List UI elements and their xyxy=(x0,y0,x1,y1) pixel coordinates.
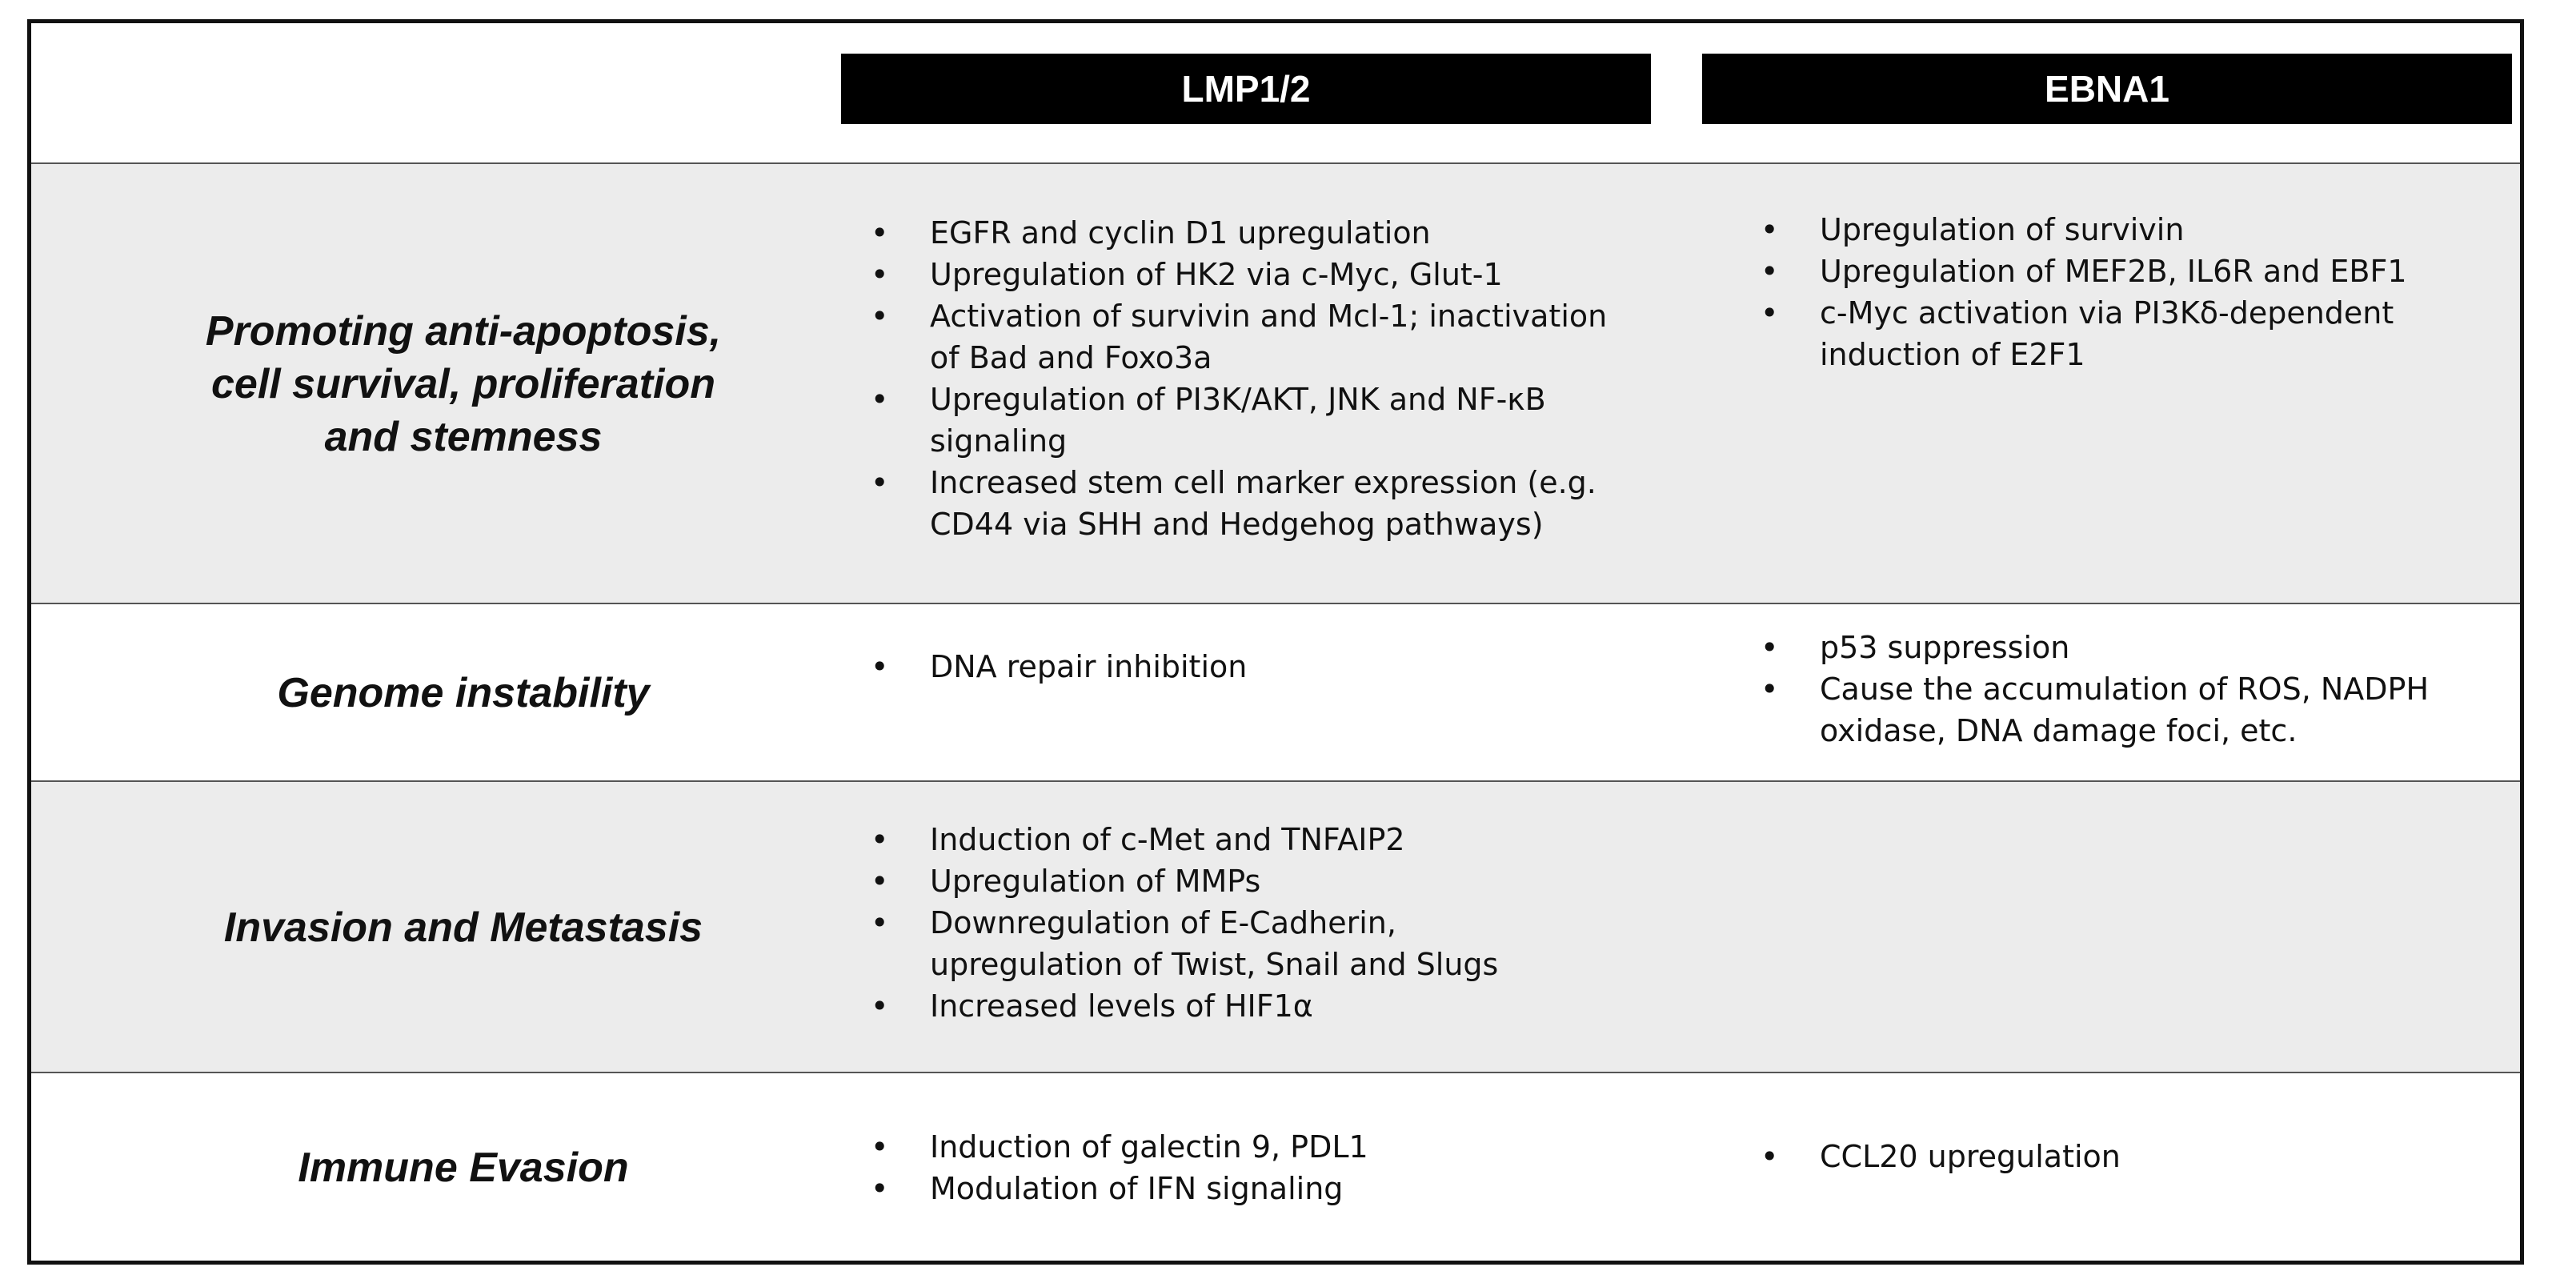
list-item: • Cause the accumulation of ROS, NADPH oxidase, DNA damage foci, etc. xyxy=(1749,668,2502,752)
row-label-line: Immune Evasion xyxy=(298,1145,629,1191)
lmp-bullet-list xyxy=(859,212,1660,545)
row-label-line: cell survival, proliferation xyxy=(211,361,715,407)
bullet-icon: • xyxy=(1761,630,1779,665)
bullet-icon: • xyxy=(1761,672,1779,707)
list-item: • DNA repair inhibition xyxy=(859,646,1660,688)
bullet-icon: • xyxy=(1761,1139,1779,1174)
list-item: • Induction of c-Met and TNFAIP2 xyxy=(859,819,1660,860)
table-row-anti-apoptosis xyxy=(31,162,2520,603)
lmp-bullet-list xyxy=(859,1126,1660,1209)
row-label-line: and stemness xyxy=(324,414,603,460)
bullet-icon: • xyxy=(871,382,889,417)
bullet-icon: • xyxy=(871,822,889,857)
list-item: • Upregulation of MEF2B, IL6R and EBF1 xyxy=(1749,251,2502,292)
bullet-icon: • xyxy=(1761,295,1779,331)
comparison-table xyxy=(27,19,2524,1265)
ebna-bullet-list xyxy=(1749,209,2502,375)
column-header-lmp1-2: LMP1/2 xyxy=(841,54,1651,124)
table-row-immune-evasion xyxy=(31,1072,2520,1261)
list-item: • Modulation of IFN signaling xyxy=(859,1168,1660,1209)
table-row-invasion-metastasis xyxy=(31,780,2520,1072)
bullet-icon: • xyxy=(871,299,889,334)
bullet-icon: • xyxy=(871,465,889,500)
list-item: • p53 suppression xyxy=(1749,627,2502,668)
list-item: • CCL20 upregulation xyxy=(1749,1136,2502,1177)
list-item: • Upregulation of survivin xyxy=(1749,209,2502,251)
bullet-icon: • xyxy=(871,988,889,1024)
row-label xyxy=(143,1073,783,1262)
list-item: • Induction of galectin 9, PDL1 xyxy=(859,1126,1660,1168)
list-item: • Upregulation of MMPs xyxy=(859,860,1660,902)
lmp-bullet-list xyxy=(859,819,1660,1027)
bullet-icon: • xyxy=(871,864,889,899)
list-item: • Upregulation of PI3K/AKT, JNK and NF-κB signaling xyxy=(859,379,1660,462)
list-item: • Upregulation of HK2 via c-Myc, Glut-1 xyxy=(859,254,1660,295)
row-label xyxy=(143,604,783,782)
list-item: • Increased stem cell marker expression (e.g. CD44 via SHH and Hedgehog pathways) xyxy=(859,462,1660,545)
row-label xyxy=(143,164,783,604)
row-label-line: Promoting anti-apoptosis, xyxy=(205,308,722,355)
bullet-icon: • xyxy=(871,215,889,251)
table-row-genome-instability xyxy=(31,603,2520,780)
row-label-line: Genome instability xyxy=(277,670,650,716)
header-row xyxy=(31,23,2520,162)
bullet-icon: • xyxy=(871,649,889,684)
bullet-icon: • xyxy=(871,1129,889,1165)
list-item: • c-Myc activation via PI3Kδ-dependent induction of E2F1 xyxy=(1749,292,2502,375)
list-item: • Downregulation of E-Cadherin, upregulation of Twist, Snail and Slugs xyxy=(859,902,1660,985)
row-label-line: Invasion and Metastasis xyxy=(223,904,703,951)
ebna-bullet-list xyxy=(1749,627,2502,752)
ebna-bullet-list xyxy=(1749,1136,2502,1177)
bullet-icon: • xyxy=(871,905,889,940)
bullet-icon: • xyxy=(1761,254,1779,289)
column-header-ebna1: EBNA1 xyxy=(1702,54,2512,124)
bullet-icon: • xyxy=(871,257,889,292)
bullet-icon: • xyxy=(1761,212,1779,247)
list-item: • Increased levels of HIF1α xyxy=(859,985,1660,1027)
bullet-icon: • xyxy=(871,1171,889,1206)
row-label xyxy=(143,782,783,1073)
lmp-bullet-list xyxy=(859,646,1660,688)
list-item: • Activation of survivin and Mcl-1; inactivation of Bad and Foxo3a xyxy=(859,295,1660,379)
list-item: • EGFR and cyclin D1 upregulation xyxy=(859,212,1660,254)
